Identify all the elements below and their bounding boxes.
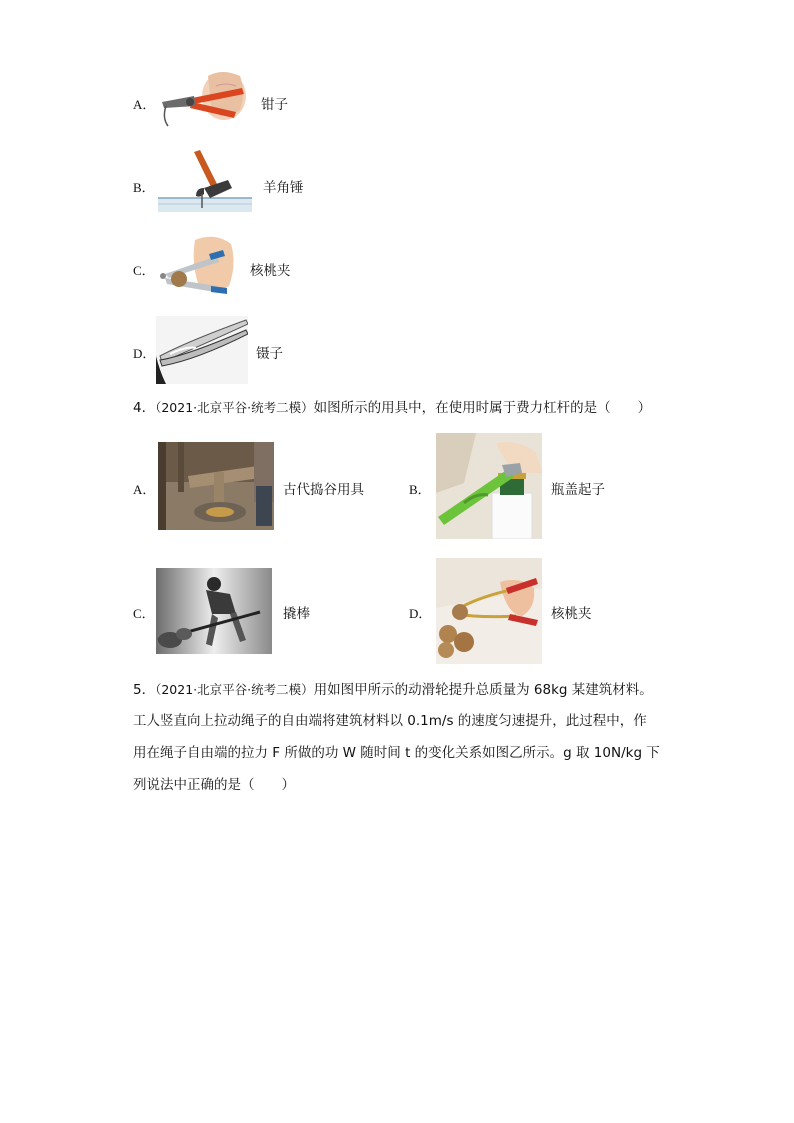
q5-number: 5． bbox=[133, 682, 156, 698]
tweezers-icon bbox=[156, 316, 248, 384]
bottle-opener-photo bbox=[436, 433, 542, 539]
claw-hammer-icon bbox=[158, 148, 252, 212]
q3-option-d-letter: D． bbox=[133, 346, 156, 361]
q5-line-3: 用在绳子自由端的拉力 F 所做的功 W 随时间 t 的变化关系如图乙所示。g 取 10N/kg 下 bbox=[133, 745, 660, 761]
q5-text-1: 用如图甲所示的动滑轮提升总质量为 68kg 某建筑材料。 bbox=[313, 682, 653, 698]
q3-option-c-label: 核桃夹 bbox=[250, 263, 291, 279]
q4-option-b-letter: B． bbox=[409, 482, 431, 497]
grain-pounder-photo bbox=[158, 442, 274, 530]
q3-option-b-label: 羊角锤 bbox=[263, 180, 304, 196]
q3-option-a-label: 钳子 bbox=[261, 97, 288, 113]
q4-source: （2021·北京平谷·统考二模） bbox=[155, 400, 314, 415]
crowbar-photo bbox=[156, 568, 272, 654]
q4-option-c-label: 撬棒 bbox=[283, 606, 310, 622]
q3-option-c-letter: C． bbox=[133, 263, 155, 278]
q4-option-d-label: 核桃夹 bbox=[551, 606, 592, 622]
q3-option-d-label: 镊子 bbox=[256, 346, 283, 362]
q5-line-1 bbox=[133, 674, 653, 707]
nutcracker-hand-icon bbox=[155, 234, 245, 300]
q4-number: 4． bbox=[133, 400, 156, 416]
q5-source: （2021·北京平谷·统考二模） bbox=[155, 682, 314, 697]
nutcracker-photo bbox=[436, 558, 542, 664]
q5-line-2: 工人竖直向上拉动绳子的自由端将建筑材料以 0.1m/s 的速度匀速提升，此过程中，作 bbox=[133, 713, 647, 729]
q3-option-b-letter: B． bbox=[133, 180, 155, 195]
q5-line-4: 列说法中正确的是（ ） bbox=[133, 777, 295, 793]
q3-option-a-letter: A． bbox=[133, 97, 156, 112]
q4-stem: 如图所示的用具中，在使用时属于费力杠杆的是（ ） bbox=[313, 400, 652, 416]
q4-option-a-letter: A． bbox=[133, 482, 156, 497]
q4-option-d-letter: D． bbox=[409, 606, 432, 621]
q4-option-a-label: 古代捣谷用具 bbox=[283, 482, 364, 498]
q4-option-b-label: 瓶盖起子 bbox=[551, 482, 605, 498]
pliers-icon bbox=[156, 66, 252, 134]
q4-stem-line bbox=[133, 392, 651, 425]
q4-option-c-letter: C． bbox=[133, 606, 155, 621]
